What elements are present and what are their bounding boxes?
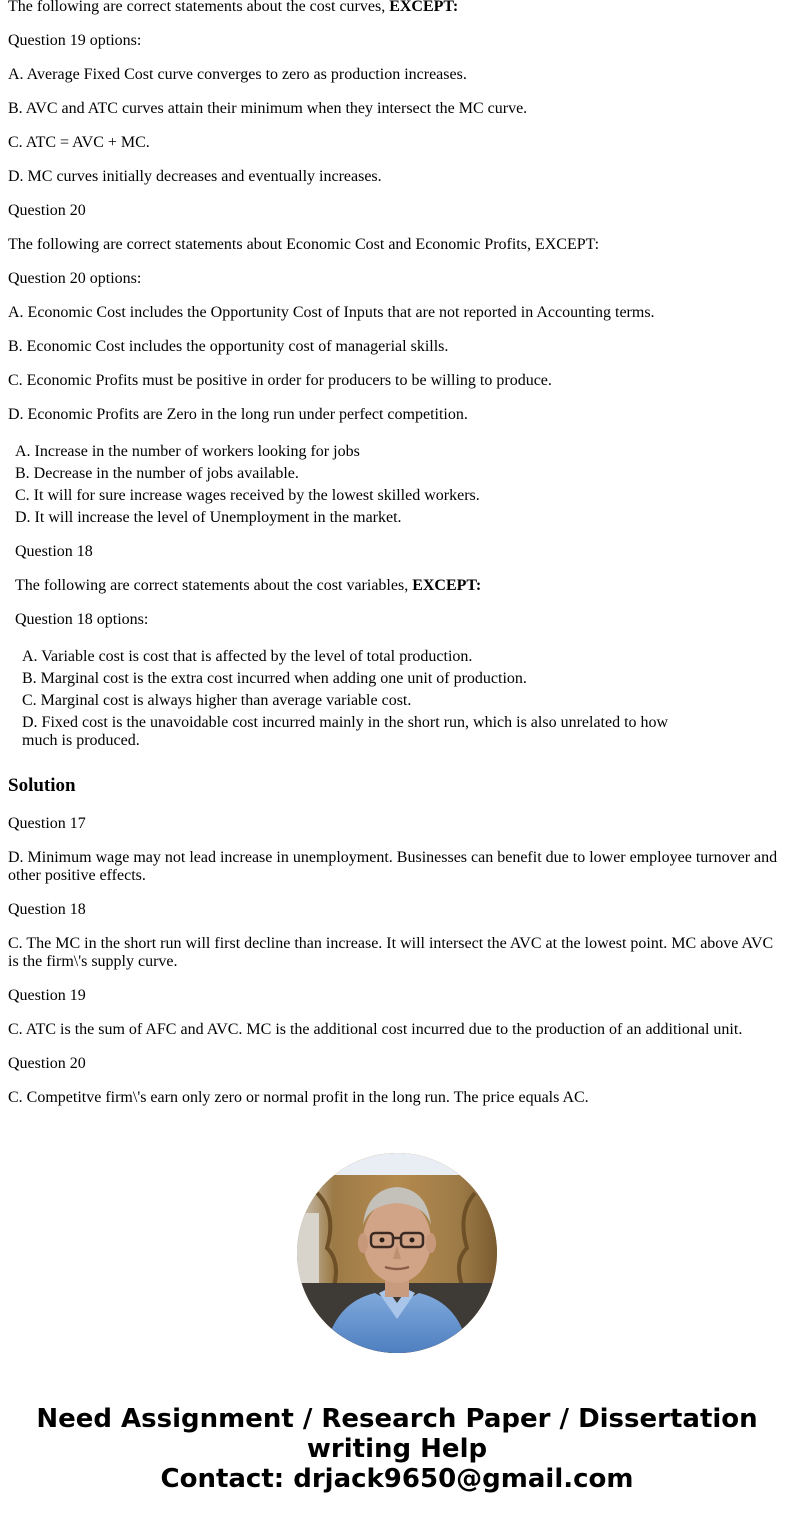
- solution-q18-answer: C. The MC in the short run will first decline than increase. It will intersect the AVC at the lowest point. MC above AVC is the firm\'s supply curve.: [8, 935, 774, 970]
- solution-q20-heading: Question 20: [8, 1055, 86, 1072]
- solution-q19-heading: Question 19: [8, 987, 86, 1004]
- q19-except-label: EXCEPT:: [389, 0, 459, 15]
- q17-option-d: D. It will increase the level of Unemployment in the market.: [15, 509, 402, 526]
- footer-contact-email: Contact: drjack9650@gmail.com: [160, 1464, 634, 1494]
- q20-option-d: D. Economic Profits are Zero in the long run under perfect competition.: [8, 406, 468, 423]
- footer-promo-line2: writing Help: [306, 1434, 488, 1464]
- q18-prompt: [15, 577, 715, 595]
- solution-q20-answer: C. Competitve firm\'s earn only zero or normal profit in the long run. The price equals AC.: [8, 1089, 589, 1106]
- q20-option-b: B. Economic Cost includes the opportunity cost of managerial skills.: [8, 338, 449, 355]
- q20-prompt: The following are correct statements about Economic Cost and Economic Profits, EXCEPT:: [8, 236, 600, 253]
- q18-option-a: A. Variable cost is cost that is affected by the level of total production.: [22, 648, 473, 665]
- q18-heading: Question 18: [15, 543, 93, 560]
- tutor-avatar: [297, 1153, 497, 1353]
- q20-heading: Question 20: [8, 202, 86, 219]
- q19-prompt-text: The following are correct statements about the cost curves,: [8, 0, 390, 15]
- q17-option-c: C. It will for sure increase wages received by the lowest skilled workers.: [15, 487, 480, 504]
- q19-option-b: B. AVC and ATC curves attain their minimum when they intersect the MC curve.: [8, 100, 528, 117]
- solution-q17-answer: D. Minimum wage may not lead increase in unemployment. Businesses can benefit due to lower employee turnover and other positive effects.: [8, 849, 778, 884]
- q18-except-label: EXCEPT:: [412, 577, 482, 594]
- q18-options-label: Question 18 options:: [15, 611, 149, 628]
- q18-option-b: B. Marginal cost is the extra cost incurred when adding one unit of production.: [22, 670, 527, 687]
- q19-option-c: C. ATC = AVC + MC.: [8, 134, 150, 151]
- q20-option-a: A. Economic Cost includes the Opportunity Cost of Inputs that are not reported in Accounting terms.: [8, 304, 655, 321]
- q19-option-a: A. Average Fixed Cost curve converges to zero as production increases.: [8, 66, 467, 83]
- q20-options-label: Question 20 options:: [8, 270, 142, 287]
- q17-option-b: B. Decrease in the number of jobs available.: [15, 465, 299, 482]
- q18-prompt-text: The following are correct statements about the cost variables,: [15, 577, 413, 594]
- q20-option-c: C. Economic Profits must be positive in order for producers to be willing to produce.: [8, 372, 552, 389]
- tutor-portrait-illustration: [297, 1153, 497, 1353]
- q19-option-d: D. MC curves initially decreases and eventually increases.: [8, 168, 382, 185]
- solution-q17-heading: Question 17: [8, 815, 86, 832]
- q19-options-label: Question 19 options:: [8, 32, 142, 49]
- q18-option-c: C. Marginal cost is always higher than average variable cost.: [22, 692, 412, 709]
- solution-q19-answer: C. ATC is the sum of AFC and AVC. MC is the additional cost incurred due to the production of an additional unit.: [8, 1021, 743, 1038]
- solution-q18-heading: Question 18: [8, 901, 86, 918]
- solution-heading: Solution: [8, 775, 76, 796]
- footer-promo-line1: Need Assignment / Research Paper / Dissertation: [36, 1404, 758, 1434]
- q17-option-a: A. Increase in the number of workers looking for jobs: [15, 443, 360, 460]
- q19-prompt: [8, 0, 784, 16]
- q18-option-d: D. Fixed cost is the unavoidable cost incurred mainly in the short run, which is also unrelated to how much is produced.: [22, 714, 669, 749]
